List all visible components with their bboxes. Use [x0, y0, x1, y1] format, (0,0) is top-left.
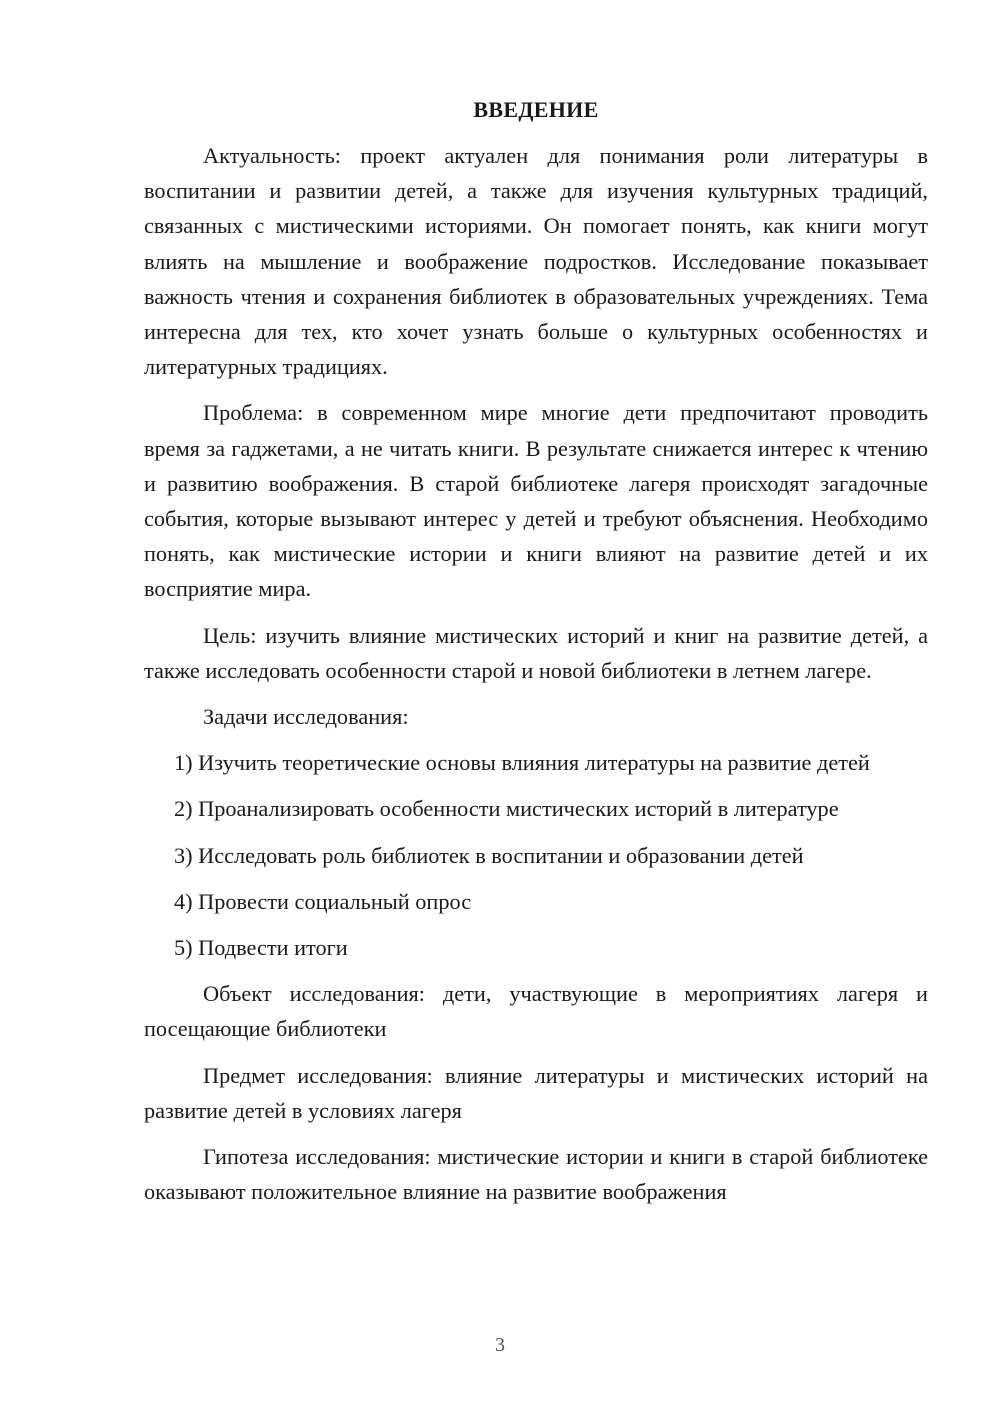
relevance-paragraph: Актуальность: проект актуален для понимания роли литературы в воспитании и развитии детей, а также для изучения культурных традиций, связанных с мистическими историями. Он помогает понять, как книги могут влиять на мышление и воображение подростков. Исследование показывает важность чтения и сохранения библиотек в образовательных учреждениях. Тема интересна для тех, кто хочет узнать больше о культурных особенностях и литературных традициях. — [144, 143, 928, 380]
object-paragraph: Объект исследования: дети, участвующие в мероприятиях лагеря и посещающие библиотеки — [144, 981, 928, 1042]
problem-paragraph: Проблема: в современном мире многие дети предпочитают проводить время за гаджетами, а не читать книги. В результате снижается интерес к чтению и развитию воображения. В старой библиотеке лагеря происходят загадочные события, которые вызывают интерес у детей и требуют объяснения. Необходимо понять, как мистические истории и книги влияют на развитие детей и их восприятие мира. — [144, 400, 928, 602]
subject-paragraph: Предмет исследования: влияние литературы и мистических историй на развитие детей в условиях лагеря — [144, 1062, 928, 1123]
task-item: 1) Изучить теоретические основы влияния литературы на развитие детей — [174, 750, 870, 776]
task-item: 3) Исследовать роль библиотек в воспитании и образовании детей — [174, 842, 804, 868]
tasks-heading: Задачи исследования: — [203, 704, 409, 730]
document-page — [144, 92, 928, 1209]
task-item: 5) Подвести итоги — [174, 935, 348, 961]
task-item: 2) Проанализировать особенности мистических историй в литературе — [174, 796, 839, 822]
goal-paragraph: Цель: изучить влияние мистических историй и книг на развитие детей, а также исследовать особенности старой и новой библиотеки в летнем лагере. — [144, 622, 928, 683]
task-item: 4) Провести социальный опрос — [174, 888, 472, 914]
section-heading: ВВЕДЕНИЕ — [473, 97, 599, 122]
hypothesis-paragraph: Гипотеза исследования: мистические истории и книги в старой библиотеке оказывают положительное влияние на развитие воображения — [144, 1144, 928, 1205]
page-number: 3 — [495, 1334, 505, 1356]
